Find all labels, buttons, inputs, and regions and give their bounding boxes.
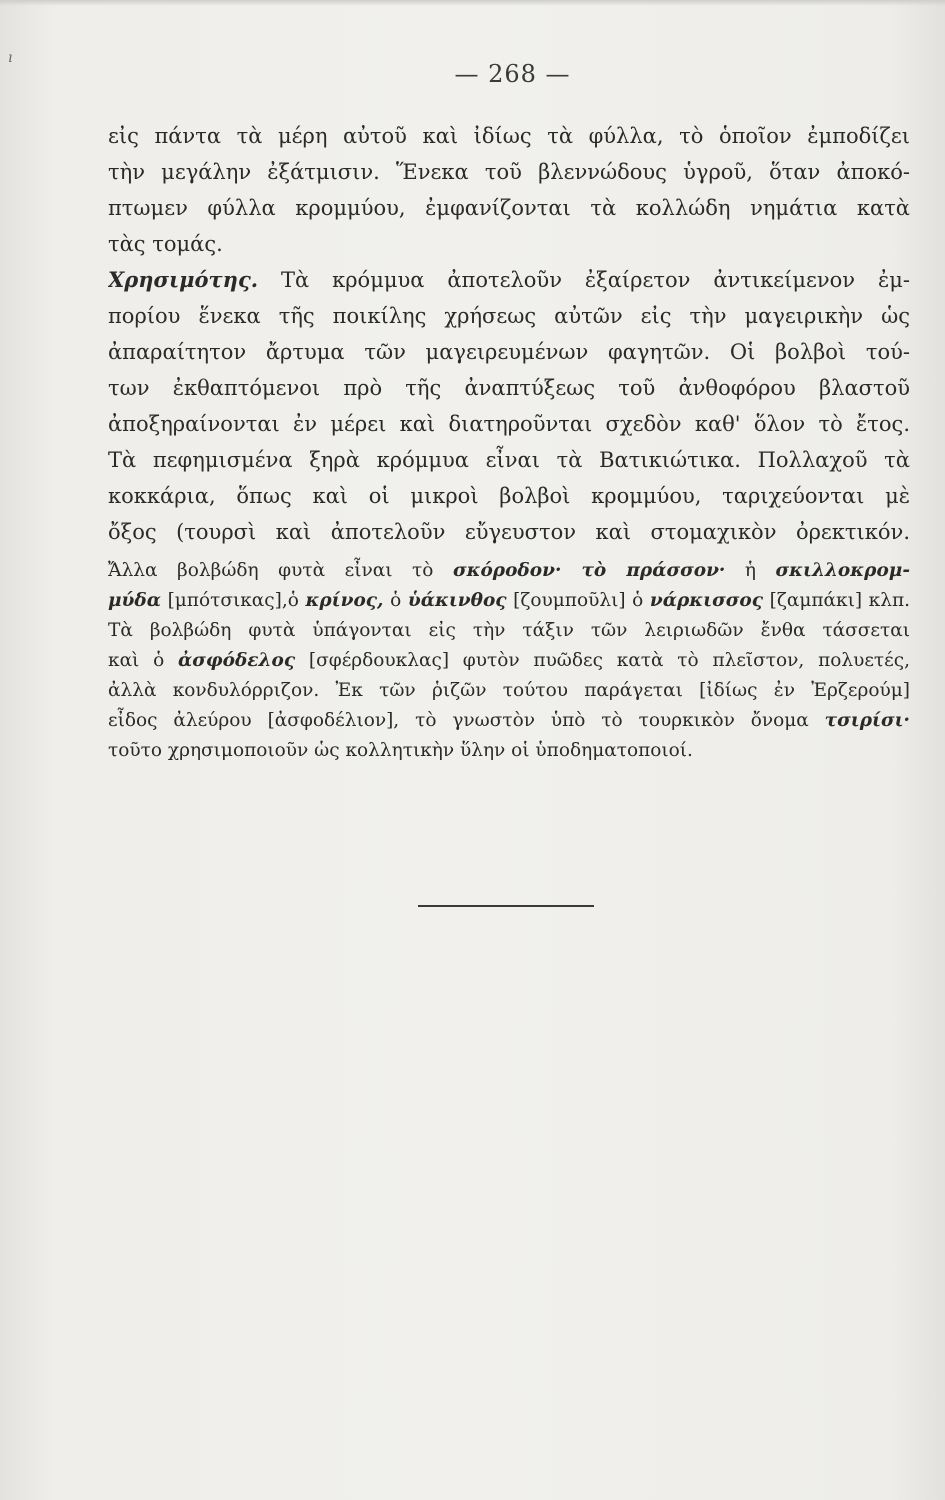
- small-text-line: [108, 556, 910, 586]
- text-line: πτωμεν φύλλα κρομμύου, ἐμφανίζονται τὰ κολλώδη νημάτια κατὰ: [108, 196, 910, 220]
- plant-name: μύδα: [108, 590, 161, 611]
- text-run: [μπότσικας],ὁ: [160, 590, 306, 611]
- plant-name: νάρκισσος: [649, 590, 763, 611]
- text-line: εἰς πάντα τὰ μέρη αὐτοῦ καὶ ἰδίως τὰ φύλλα, τὸ ὁποῖον ἐμποδίζει: [108, 124, 910, 148]
- text-line: ἀπαραίτητον ἄρτυμα τῶν μαγειρευμένων φαγητῶν. Οἱ βολβοὶ τού-: [108, 340, 910, 364]
- text-run: [ζαμπάκι] κλπ.: [763, 590, 910, 611]
- text-run: Ἄλλα βολβώδη φυτὰ εἶναι τὸ: [108, 560, 453, 581]
- turkish-term: τσιρίσι·: [824, 710, 910, 731]
- paragraph-2: [108, 262, 910, 550]
- page-top-edge: [0, 0, 945, 6]
- small-paragraph-1: [108, 556, 910, 616]
- paragraph-1: [108, 118, 910, 262]
- text-run: ἡ: [725, 560, 776, 581]
- text-run: εἶδος ἀλεύρου [ἀσφοδέλιον], τὸ γνωστὸν ὑπὸ τὸ τουρκικὸν ὄνομα: [108, 710, 825, 731]
- small-text-line: [108, 736, 910, 766]
- text-line: των ἐκθαπτόμενοι πρὸ τῆς ἀναπτύξεως τοῦ ἀνθοφόρου βλαστοῦ: [108, 376, 910, 400]
- plant-name: ὑάκινθος: [407, 590, 507, 611]
- text-line: ἀποξηραίνονται ἐν μέρει καὶ διατηροῦνται σχεδὸν καθ' ὅλον τὸ ἔτος.: [108, 412, 910, 436]
- text-line: τὴν μεγάλην ἐξάτμισιν. Ἕνεκα τοῦ βλεννώδους ὑγροῦ, ὅταν ἀποκό-: [108, 160, 910, 184]
- plant-name: σκόροδον· τὸ πράσσον·: [452, 560, 726, 581]
- text-run: Τὰ βολβώδη φυτὰ ὑπάγονται εἰς τὴν τάξιν τῶν λειριωδῶν ἔνθα τάσσεται: [108, 620, 910, 641]
- small-text-line: [108, 616, 910, 646]
- body-text: [108, 118, 910, 766]
- plant-name: ἀσφόδελος: [178, 650, 296, 671]
- corner-mark: ı: [8, 50, 13, 66]
- small-text-line: [108, 646, 910, 676]
- text-line: πορίου ἕνεκα τῆς ποικίλης χρήσεως αὐτῶν εἰς τὴν μαγειρικὴν ὡς: [108, 304, 910, 328]
- text-line: Τὰ πεφημισμένα ξηρὰ κρόμμυα εἶναι τὰ Βατικιώτικα. Πολλαχοῦ τὰ: [108, 448, 910, 472]
- text-run: καὶ ὁ: [108, 650, 178, 671]
- text-line: τὰς τομάς.: [108, 232, 223, 256]
- small-text-line: [108, 706, 910, 736]
- small-text-line: [108, 586, 910, 616]
- small-text-line: [108, 676, 910, 706]
- text-run: ὁ: [383, 590, 408, 611]
- text-line: ὄξος (τουρσὶ καὶ ἀποτελοῦν εὔγευστον καὶ στομαχικὸν ὀρεκτικόν.: [108, 520, 910, 544]
- text-line-with-heading: [108, 262, 910, 298]
- text-run: ἀλλὰ κονδυλόρριζον. Ἐκ τῶν ῥιζῶν τούτου παράγεται [ἰδίως ἐν Ἐρζερούμ]: [108, 680, 910, 701]
- text-run: Τὰ κρόμμυα ἀποτελοῦν ἐξαίρετον ἀντικείμενον ἐμ-: [258, 268, 910, 292]
- section-separator-rule: [418, 905, 594, 907]
- small-paragraph-2: [108, 616, 910, 766]
- text-run: [ζουμποῦλι] ὁ: [506, 590, 650, 611]
- plant-name: κρίνος,: [305, 590, 384, 611]
- text-run: [σφέρδουκλας] φυτὸν πυῶδες κατὰ τὸ πλεῖστον, πολυετές,: [295, 650, 910, 671]
- plant-name: σκιλλοκρομ-: [775, 560, 910, 581]
- text-line: κοκκάρια, ὅπως καὶ οἱ μικροὶ βολβοὶ κρομμύου, ταριχεύονται μὲ: [108, 484, 910, 508]
- page-number: — 268 —: [454, 60, 571, 88]
- section-heading: Χρησιμότης.: [108, 267, 259, 292]
- text-run: τοῦτο χρησιμοποιοῦν ὡς κολλητικὴν ὕλην οἱ ὑποδηματοποιοί.: [108, 740, 693, 761]
- small-print-block: [108, 556, 910, 766]
